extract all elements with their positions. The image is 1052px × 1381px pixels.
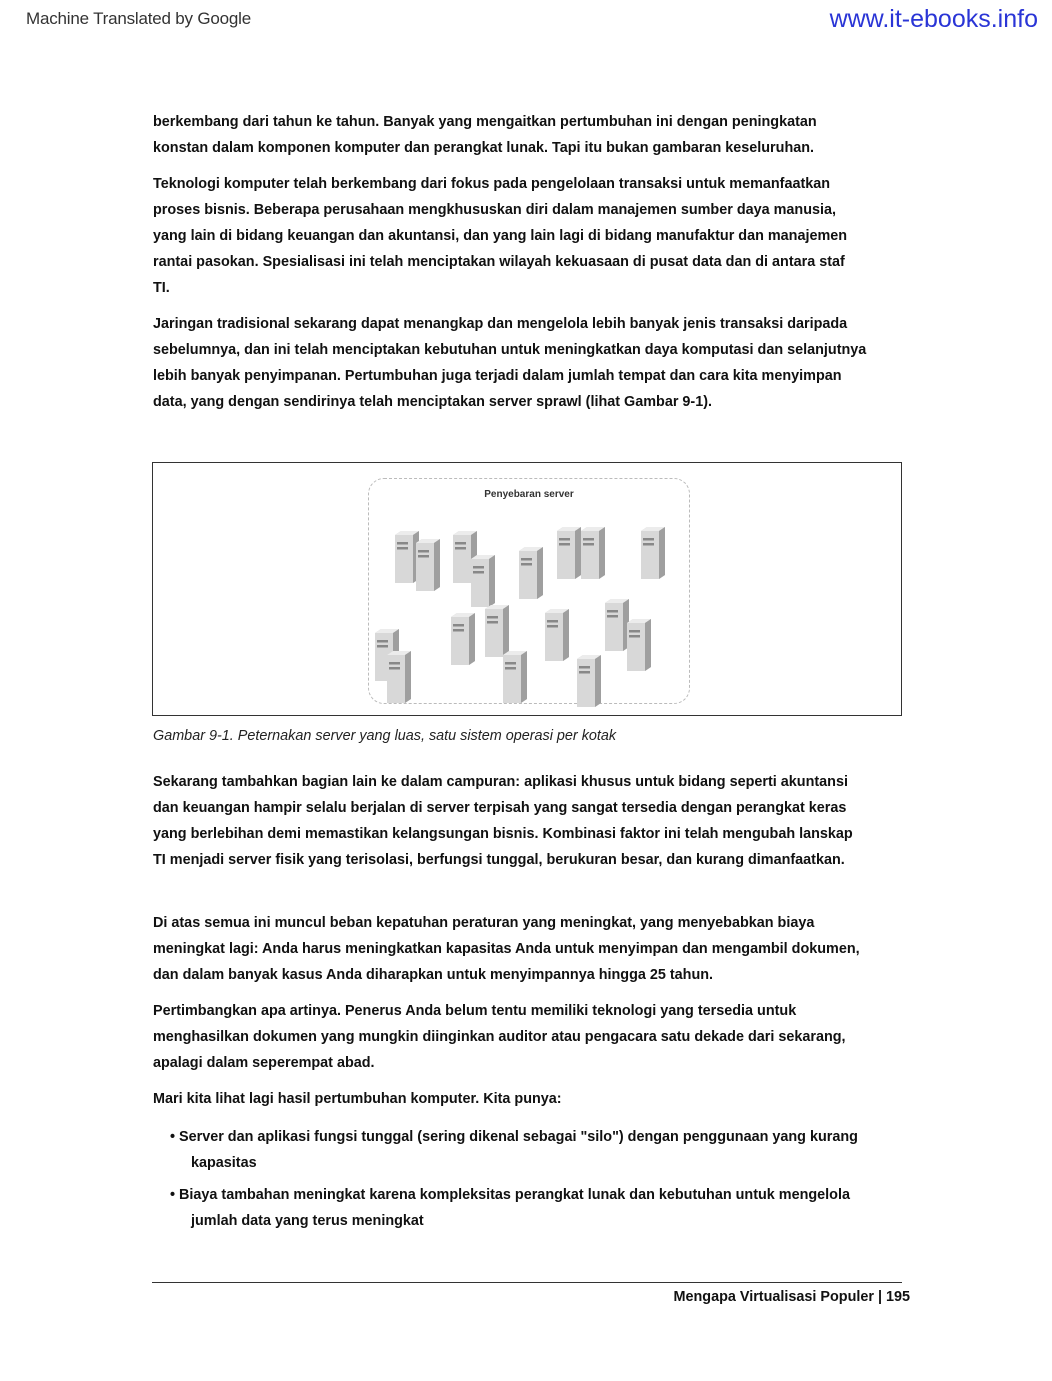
tower-server-icon [641,527,665,579]
text-line: data, yang dengan sendirinya telah menciptakan server sprawl (lihat Gambar 9-1). [153,394,713,410]
bullet-text: Server dan aplikasi fungsi tunggal (sering dikenal sebagai "silo") dengan penggunaan yang kurang [179,1129,858,1145]
text-line: yang berlebihan demi memastikan kelangsungan bisnis. Kombinasi faktor ini telah mengubah lanskap [153,826,853,842]
text-line: Sekarang tambahkan bagian lain ke dalam campuran: aplikasi khusus untuk bidang seperti akuntansi [153,774,848,790]
tower-server-icon [471,555,495,607]
text-line: meningkat lagi: Anda harus meningkatkan kapasitas Anda untuk menyimpan dan mengambil dokumen, [153,941,860,957]
bullet-marker: • [170,1187,176,1203]
site-link[interactable]: www.it-ebooks.info [829,5,1038,33]
tower-server-icon [416,539,440,591]
footer-rule [152,1282,902,1283]
bullet-text-continued: kapasitas [191,1155,257,1171]
tower-server-icon [387,651,411,703]
tower-server-icon [503,651,527,703]
paragraph [153,998,923,1076]
tower-server-icon [577,655,601,707]
page-footer: Mengapa Virtualisasi Populer | 195 [673,1289,910,1305]
text-line: konstan dalam komponen komputer dan perangkat lunak. Tapi itu bukan gambaran keseluruhan. [153,140,815,156]
text-line: Di atas semua ini muncul beban kepatuhan peraturan yang meningkat, yang menyebabkan biaya [153,915,815,931]
text-line: dan keuangan hampir selalu berjalan di server terpisah yang sangat tersedia dengan perangkat keras [153,800,847,816]
server-sprawl-area [368,478,690,704]
text-line: TI menjadi server fisik yang terisolasi, berfungsi tunggal, berukuran besar, dan kurang dimanfaatkan. [153,852,845,868]
text-line: Pertimbangkan apa artinya. Penerus Anda belum tentu memiliki teknologi yang tersedia untuk [153,1003,797,1019]
text-line: Teknologi komputer telah berkembang dari fokus pada pengelolaan transaksi untuk memanfaatkan [153,176,831,192]
bullet-item [170,1182,910,1234]
paragraph [153,1086,923,1112]
text-line: yang lain di bidang keuangan dan akuntansi, dan yang lain lagi di bidang manufaktur dan manajemen [153,228,848,244]
tower-server-icon [485,605,509,657]
tower-server-icon [605,599,629,651]
tower-server-icon [451,613,475,665]
diagram-title: Penyebaran server [484,489,574,500]
text-line: rantai pasokan. Spesialisasi ini telah menciptakan wilayah kekuasaan di pusat data dan di antara staf [153,254,845,270]
text-line: berkembang dari tahun ke tahun. Banyak yang mengaitkan pertumbuhan ini dengan peningkatan [153,114,817,130]
tower-server-icon [581,527,605,579]
text-line: TI. [153,280,170,296]
paragraph [153,769,923,873]
text-line: Jaringan tradisional sekarang dapat menangkap dan mengelola lebih banyak jenis transaksi daripada [153,316,848,332]
bullet-text-continued: jumlah data yang terus meningkat [191,1213,424,1229]
figure-frame [152,462,902,716]
text-line: menghasilkan dokumen yang mungkin diinginkan auditor atau pengacara satu dekade dari sekarang, [153,1029,846,1045]
tower-server-icon [545,609,569,661]
text-line: dan dalam banyak kasus Anda diharapkan untuk menyimpannya hingga 25 tahun. [153,967,714,983]
paragraph [153,171,923,301]
translation-note: Machine Translated by Google [26,9,251,28]
text-line: apalagi dalam seperempat abad. [153,1055,375,1071]
bullet-text: Biaya tambahan meningkat karena kompleksitas perangkat lunak dan kebutuhan untuk mengelola [179,1187,850,1203]
bullet-item [170,1124,910,1176]
text-line: proses bisnis. Beberapa perusahaan mengkhususkan diri dalam manajemen sumber daya manusia, [153,202,837,218]
text-line: lebih banyak penyimpanan. Pertumbuhan juga terjadi dalam jumlah tempat dan cara kita menyimpan [153,368,842,384]
tower-server-icon [557,527,581,579]
bullet-marker: • [170,1129,176,1145]
tower-server-icon [519,547,543,599]
tower-server-icon [627,619,651,671]
paragraph [153,311,923,415]
figure-caption: Gambar 9-1. Peternakan server yang luas, satu sistem operasi per kotak [153,728,617,744]
paragraph [153,109,923,161]
text-line: Mari kita lihat lagi hasil pertumbuhan komputer. Kita punya: [153,1091,562,1107]
text-line: sebelumnya, dan ini telah menciptakan kebutuhan untuk meningkatkan daya komputasi dan selanjutnya [153,342,867,358]
paragraph [153,910,923,988]
